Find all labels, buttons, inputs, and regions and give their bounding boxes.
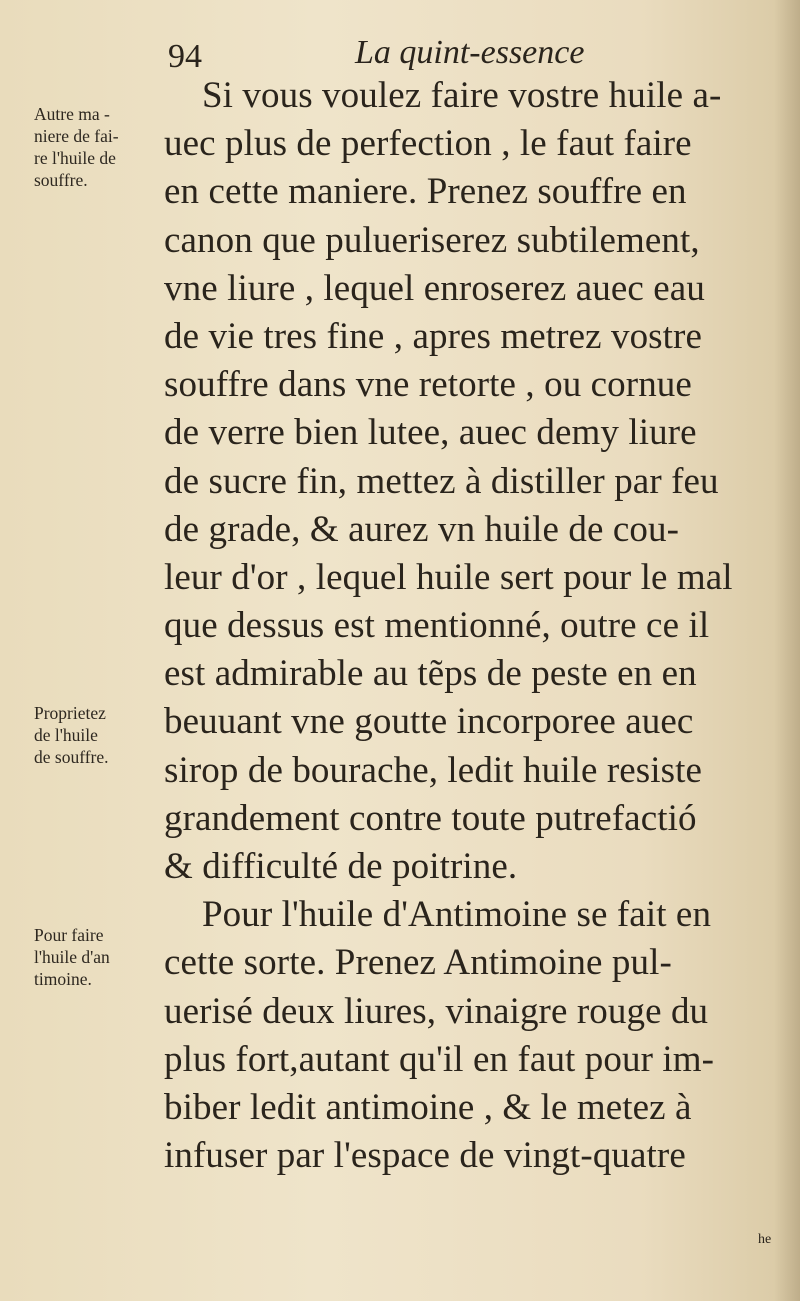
text-line: cette sorte. Prenez Antimoine pul- (164, 942, 672, 984)
margin-note-line: l'huile d'an (34, 947, 110, 967)
margin-note-line: Autre ma - (34, 104, 110, 124)
text-line: vne liure , lequel enroserez auec eau (164, 267, 705, 309)
text-line: de verre bien lutee, auec demy liure (164, 412, 697, 454)
text-line: souffre dans vne retorte , ou cornue (164, 364, 692, 406)
catchword: he (758, 1232, 772, 1247)
margin-note-line: de souffre. (34, 747, 109, 767)
margin-note-pour-faire (34, 924, 174, 990)
margin-note-line: timoine. (34, 969, 92, 989)
text-line: de grade, & aurez vn huile de cou- (164, 508, 680, 550)
margin-note-line: re l'huile de (34, 148, 116, 168)
text-line: plus fort,autant qu'il en faut pour im- (164, 1038, 715, 1080)
text-line: en cette maniere. Prenez souffre en (164, 171, 687, 213)
margin-note-line: Proprietez (34, 703, 106, 723)
text-line: de vie tres fine , apres metrez vostre (164, 315, 703, 357)
margin-note-proprietez (34, 702, 174, 768)
text-line: beuuant vne goutte incorporee auec (164, 701, 694, 743)
text-line: Si vous voulez faire vostre huile a- (202, 75, 722, 116)
margin-note-autre-maniere (34, 103, 174, 191)
text-line: infuser par l'espace de vingt-quatre (164, 1135, 686, 1177)
text-line: canon que pulueriserez subtilement, (164, 219, 700, 261)
margin-note-line: Pour faire (34, 925, 104, 945)
body-text (164, 72, 774, 1180)
page-number: 94 (168, 38, 202, 75)
page-edge-shadow (774, 0, 800, 1301)
text-line: leur d'or , lequel huile sert pour le mal (164, 556, 733, 598)
text-line: est admirable au tẽps de peste en en (164, 653, 697, 695)
text-line: & difficulté de poitrine. (164, 846, 518, 887)
page-header (0, 28, 800, 78)
text-line: grandement contre toute putrefactió (164, 797, 697, 839)
text-line: sirop de bourache, ledit huile resiste (164, 749, 703, 791)
margin-note-line: de l'huile (34, 725, 98, 745)
text-line: uerisé deux liures, vinaigre rouge du (164, 990, 709, 1032)
running-title: La quint-essence (355, 34, 585, 71)
text-line: Pour l'huile d'Antimoine se fait en (202, 894, 712, 936)
margin-note-line: niere de fai- (34, 126, 119, 146)
margin-note-line: souffre. (34, 170, 88, 190)
text-line: biber ledit antimoine , & le metez à (164, 1086, 692, 1128)
text-line: uec plus de perfection , le faut faire (164, 123, 692, 165)
text-line: que dessus est mentionné, outre ce il (164, 605, 710, 647)
text-line: de sucre fin, mettez à distiller par feu (164, 460, 719, 502)
